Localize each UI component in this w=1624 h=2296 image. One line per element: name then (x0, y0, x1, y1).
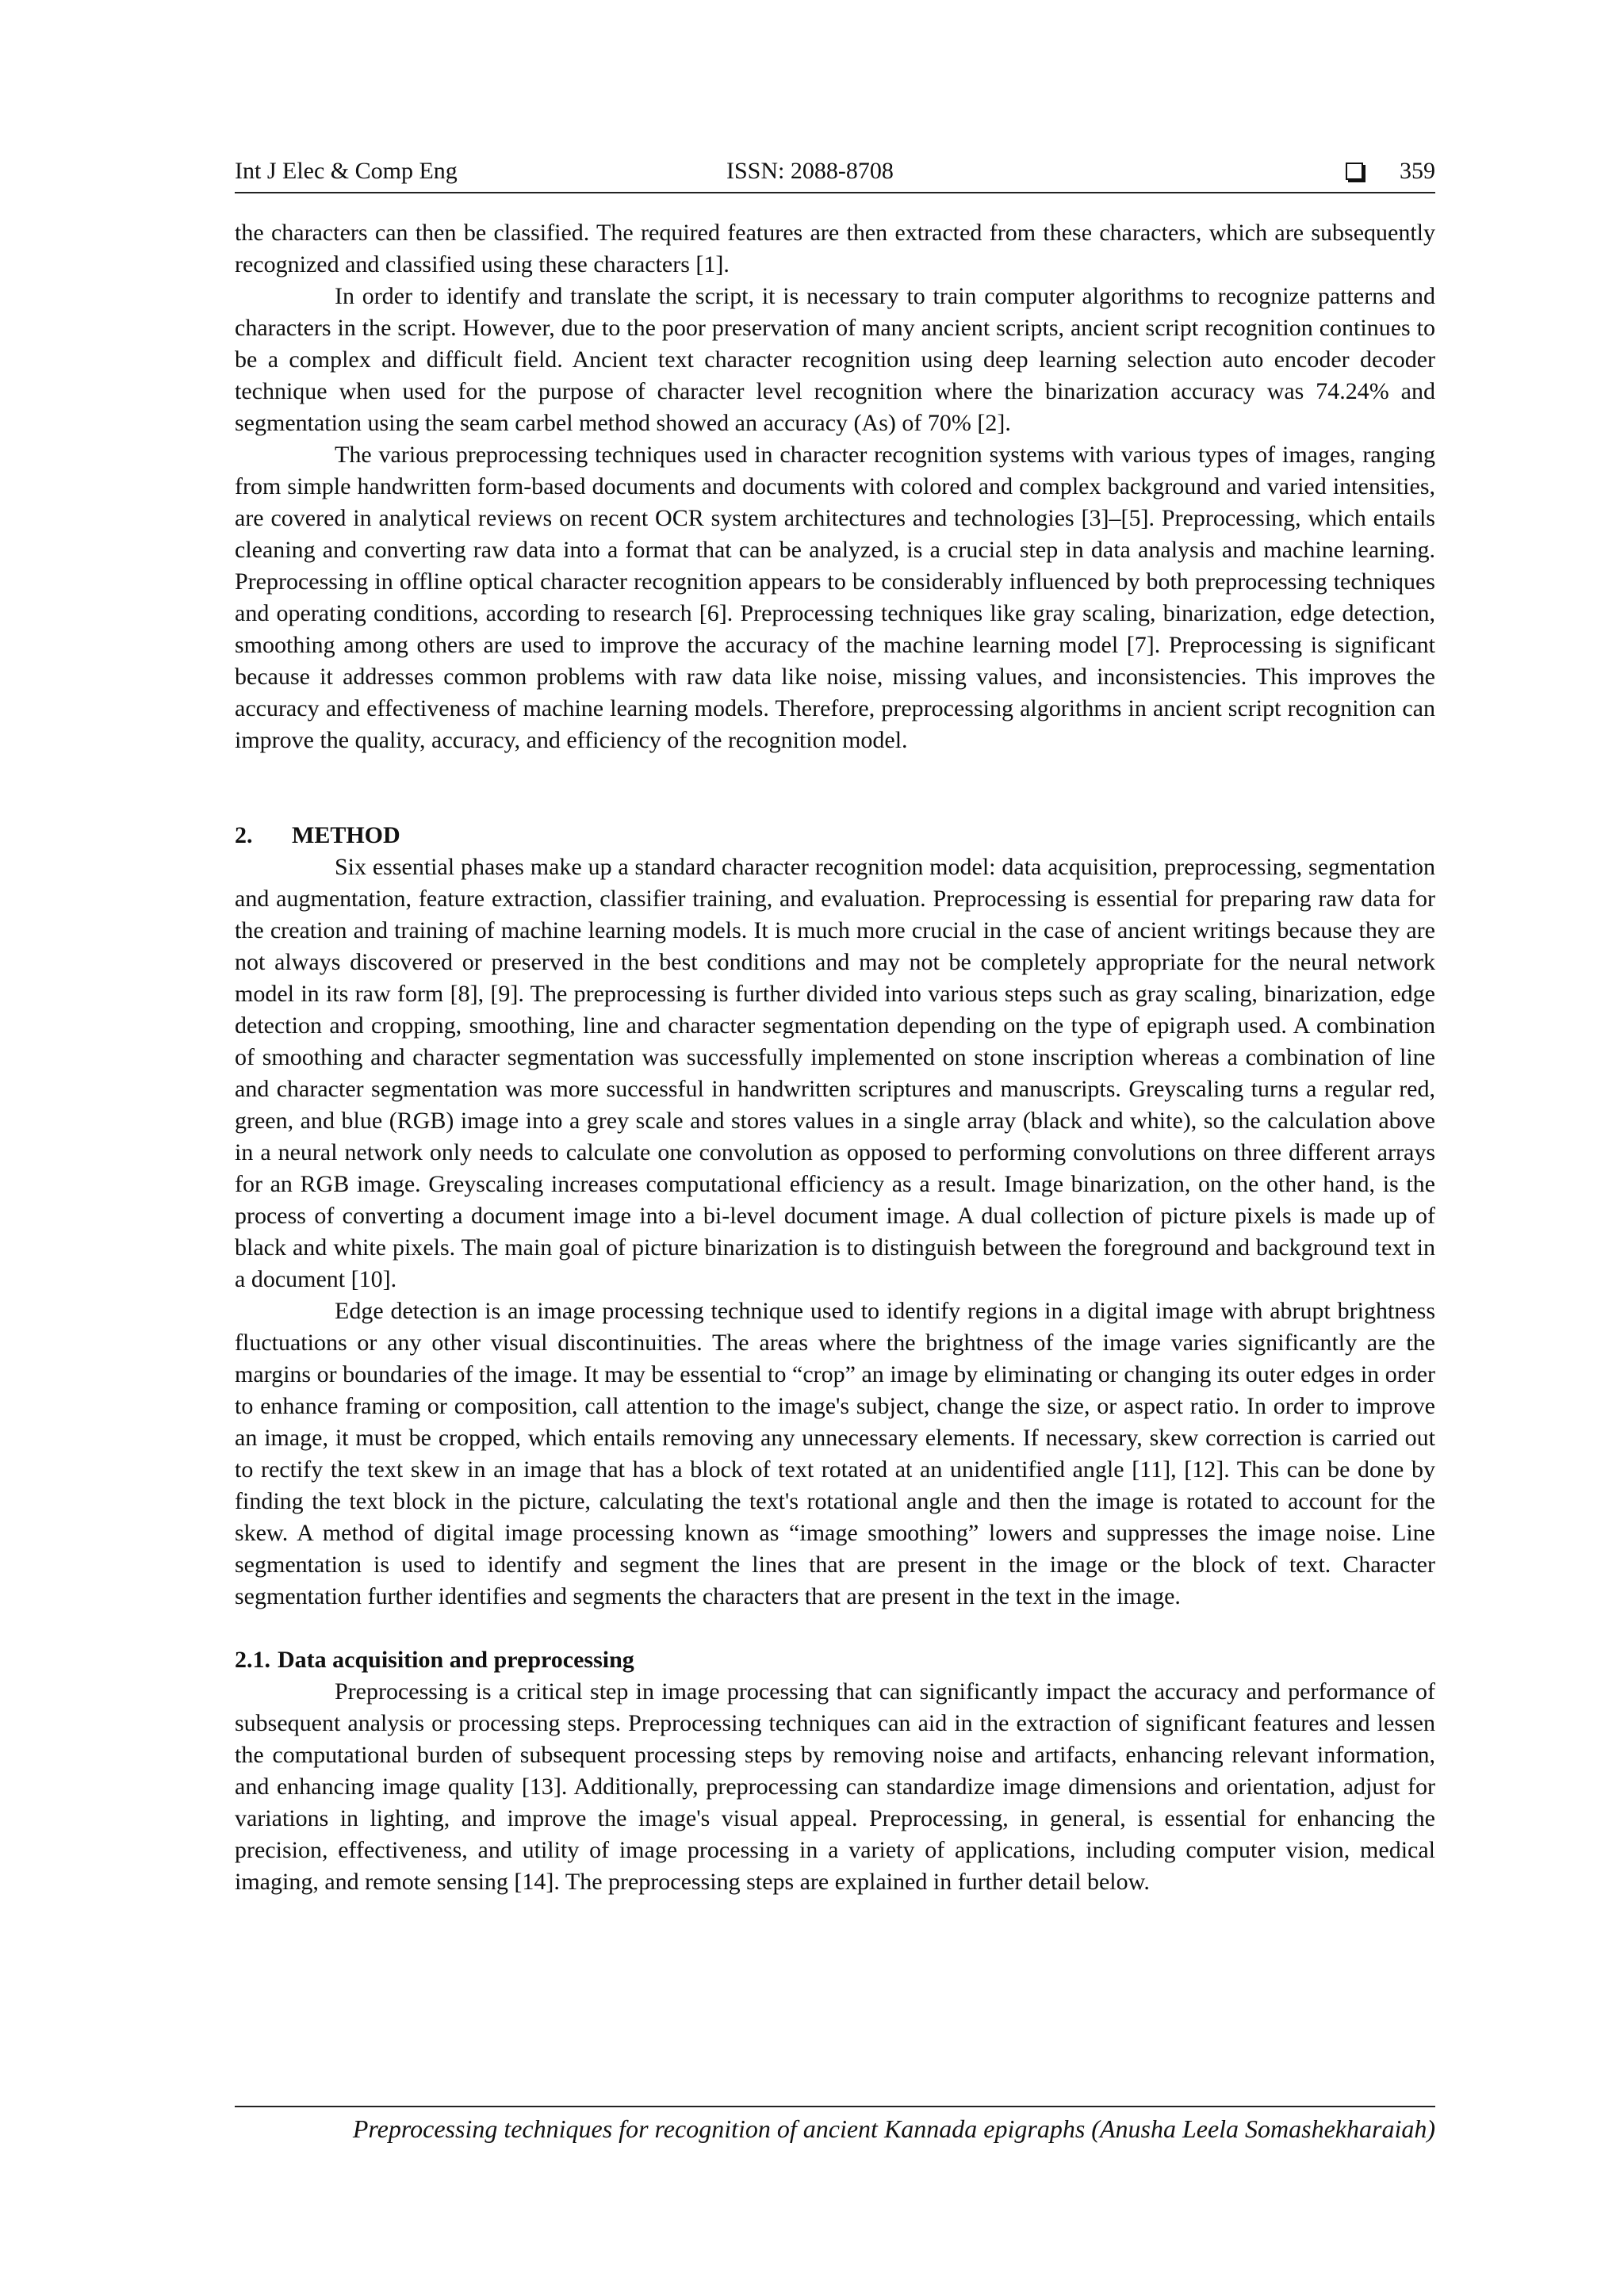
intro-paragraph-3: The various preprocessing techniques used in character recognition systems with various types of images, ranging from simple handwritten form-based documents and documents with colored and complex background and varied intensities, are covered in analytical reviews on recent OCR system architectures and technologies [3]–[5]. Preprocessing, which entails cleaning and converting raw data into a format that can be analyzed, is a crucial step in data analysis and machine learning. Preprocessing in offline optical character recognition appears to be considerably influenced by both preprocessing techniques and operating conditions, according to research [6]. Preprocessing techniques like gray scaling, binarization, edge detection, smoothing among others are used to improve the accuracy of the machine learning model [7]. Preprocessing is significant because it addresses common problems with raw data like noise, missing values, and inconsistencies. This improves the accuracy and effectiveness of machine learning models. Therefore, preprocessing algorithms in ancient script recognition can improve the quality, accuracy, and efficiency of the recognition model. (235, 442, 1435, 753)
page-number-group (1346, 155, 1435, 187)
running-header (235, 155, 1435, 193)
paper-page (235, 0, 1435, 2296)
section-title: METHOD (292, 822, 400, 848)
subsection-heading-data-acquisition (235, 1644, 1435, 1676)
issn: ISSN: 2088-8708 (726, 158, 894, 184)
section-spacer (235, 756, 1435, 820)
section-number: 2. (235, 822, 253, 848)
checkbox-icon (1346, 163, 1363, 180)
page-number: 359 (1400, 158, 1435, 184)
running-footer: Preprocessing techniques for recognition of ancient Kannada epigraphs (Anusha Leela Somashekharaiah) (235, 2106, 1435, 2145)
body-text (235, 217, 1435, 1898)
subsection-spacer (235, 1613, 1435, 1644)
section-heading-method (235, 820, 1435, 851)
intro-paragraph-1: the characters can then be classified. The required features are then extracted from these characters, which are subsequently recognized and classified using these characters [1]. (235, 220, 1435, 277)
method-paragraph-2: Edge detection is an image processing technique used to identify regions in a digital image with abrupt brightness fluctuations or any other visual discontinuities. The areas where the brightness of the image varies significantly are the margins or boundaries of the image. It may be essential to “crop” an image by eliminating or changing its outer edges in order to enhance framing or composition, call attention to the image's subject, change the size, or aspect ratio. In order to improve an image, it must be cropped, which entails removing any unnecessary elements. If necessary, skew correction is carried out to rectify the text skew in an image that has a block of text rotated at an unidentified angle [11], [12]. This can be done by finding the text block in the picture, calculating the text's rotational angle and then the image is rotated to account for the skew. A method of digital image processing known as “image smoothing” lowers and suppresses the image noise. Line segmentation is used to identify and segment the lines that are present in the image or the block of text. Character segmentation further identifies and segments the characters that are present in the text in the image. (235, 1298, 1435, 1609)
data-acquisition-paragraph-1: Preprocessing is a critical step in image processing that can significantly impact the accuracy and performance of subsequent analysis or processing steps. Preprocessing techniques can aid in the extraction of significant features and lessen the computational burden of subsequent processing steps by removing noise and artifacts, enhancing relevant information, and enhancing image quality [13]. Additionally, preprocessing can standardize image dimensions and orientation, adjust for variations in lighting, and improve the image's visual appeal. Preprocessing, in general, is essential for enhancing the precision, effectiveness, and utility of image processing in a variety of applications, including computer vision, medical imaging, and remote sensing [14]. The preprocessing steps are explained in further detail below. (235, 1678, 1435, 1895)
intro-paragraph-2: In order to identify and translate the script, it is necessary to train computer algorithms to recognize patterns and characters in the script. However, due to the poor preservation of many ancient scripts, ancient script recognition continues to be a complex and difficult field. Ancient text character recognition using deep learning selection auto encoder decoder technique when used for the purpose of character level recognition where the binarization accuracy was 74.24% and segmentation using the seam carbel method showed an accuracy (As) of 70% [2]. (235, 283, 1435, 436)
method-paragraph-1: Six essential phases make up a standard character recognition model: data acquisition, preprocessing, segmentation and augmentation, feature extraction, classifier training, and evaluation. Preprocessing is essential for preparing raw data for the creation and training of machine learning models. It is much more crucial in the case of ancient writings because they are not always discovered or preserved in the best conditions and may not be completely appropriate for the neural network model in its raw form [8], [9]. The preprocessing is further divided into various steps such as gray scaling, binarization, edge detection and cropping, smoothing, line and character segmentation depending on the type of epigraph used. A combination of smoothing and character segmentation was successfully implemented on stone inscription whereas a combination of line and character segmentation was more successful in handwritten scriptures and manuscripts. Greyscaling turns a regular red, green, and blue (RGB) image into a grey scale and stores values in a single array (black and white), so the calculation above in a neural network only needs to calculate one convolution as opposed to performing convolutions on three different arrays for an RGB image. Greyscaling increases computational efficiency as a result. Image binarization, on the other hand, is the process of converting a document image into a bi-level document image. A dual collection of picture pixels is made up of black and white pixels. The main goal of picture binarization is to distinguish between the foreground and background text in a document [10]. (235, 854, 1435, 1292)
subsection-number: 2.1. (235, 1647, 270, 1673)
subsection-title: Data acquisition and preprocessing (278, 1647, 634, 1673)
journal-name: Int J Elec & Comp Eng (235, 158, 458, 184)
